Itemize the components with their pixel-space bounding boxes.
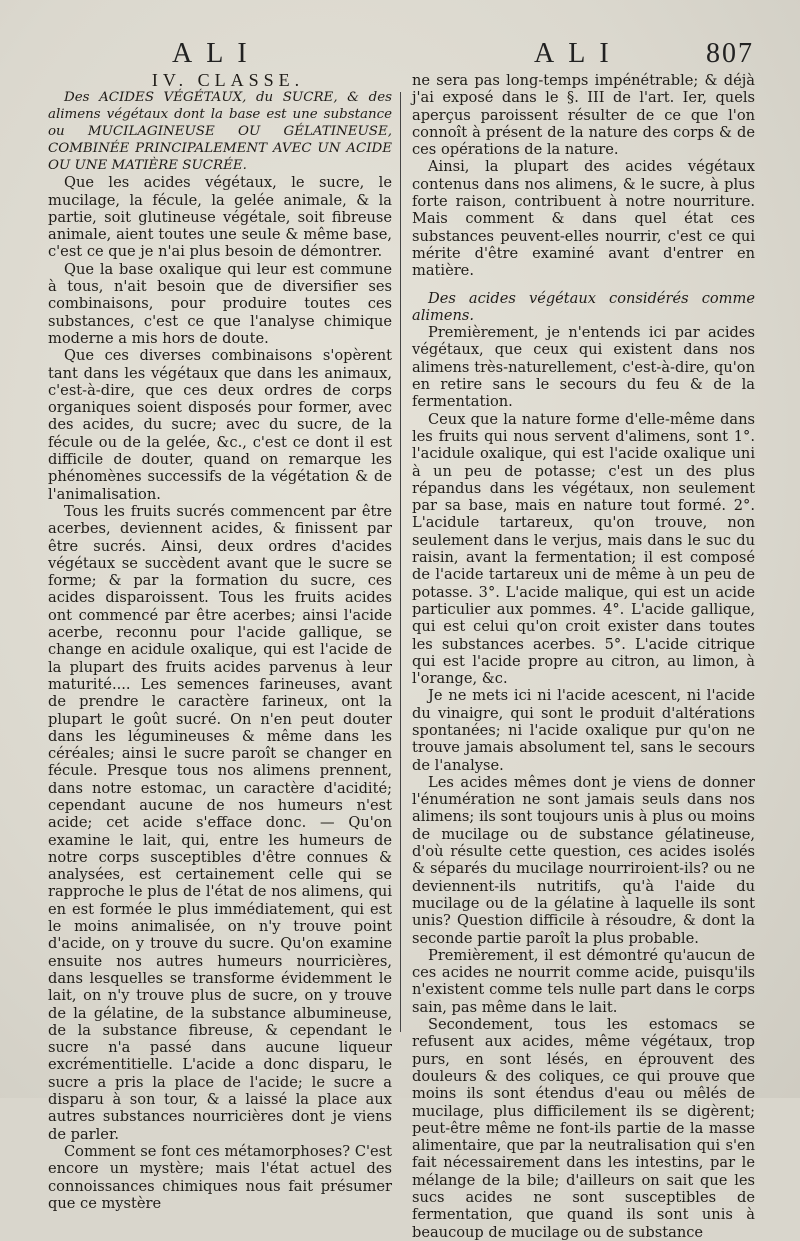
page-number: 807 <box>706 38 754 69</box>
subsection-heading: Des acides végétaux considérés comme alimens. <box>412 289 755 324</box>
paragraph: Comment se font ces métamorphoses? C'est encore un mystère; mais l'état actuel des connoissances chimiques nous fait présumer que ce mystère <box>48 1142 392 1212</box>
paragraph: Que les acides végétaux, le sucre, le mucilage, la fécule, la gelée animale, & la partie, soit glutineuse végétale, soit fibreuse animale, aient toutes une seule & même base, c'est ce que je n'ai plus besoin de démontrer. <box>48 174 392 261</box>
running-head-left: ALI <box>172 38 261 69</box>
spacer <box>412 280 755 290</box>
right-column <box>412 72 755 1241</box>
paragraph: Ceux que la nature forme d'elle-même dans les fruits qui nous servent d'alimens, sont 1°. l'acidule oxalique, qui est l'acide oxalique uni à un peu de potasse; c'est un des plus répandus dans les végétaux, non seulement par sa base, mais en nature tout formé. 2°. L'acidule tartareux, qu'on trouve, non seulement dans le verjus, mais dans le suc du raisin, avant la fermentation; il est composé de l'acide tartareux uni de même à un peu de potasse. 3°. L'acide malique, qui est un acide particulier aux pommes. 4°. L'acide gallique, qui est celui qu'on croit exister dans toutes les substances acerbes. 5°. L'acide citrique qui est l'acide propre au citron, au limon, à l'orange, &c. <box>412 410 755 688</box>
paragraph: Ainsi, la plupart des acides végétaux contenus dans nos alimens, & le sucre, à plus forte raison, contribuent à notre nourriture. Mais comment & dans quel état ces substances peuvent-elles nourrir, c'est ce qui mérite d'être examiné avant d'entrer en matière. <box>412 158 755 280</box>
paragraph: Tous les fruits sucrés commencent par être acerbes, deviennent acides, & finissent par être sucrés. Ainsi, deux ordres d'acides végétaux se succèdent avant que le sucre se forme; & par la formation du sucre, ces acides disparoissent. Tous les fruits acides ont commencé par être acerbes; ainsi l'acide acerbe, reconnu pour l'acide gallique, se change en acidule oxalique, qui est l'acide de la plupart des fruits acides parvenus à leur maturité.... Les semences farineuses, avant de prendre le caractère farineux, ont la plupart le goût sucré. On n'en peut douter dans les légumineuses & même dans les céréales; ainsi le sucre paroît se changer en fécule. Presque tous nos alimens prennent, dans notre estomac, un caractère d'acidité; cependant aucune de nos humeurs n'est acide; cet acide s'efface donc. — Qu'on examine le lait, qui, entre les humeurs de notre corps susceptibles d'être connues & analysées, est certainement celle qui se rapproche le plus de l'état de nos alimens, qui en est formée le plus immédiatement, qui est le moins animalisée, on n'y trouve point d'acide, on y trouve du sucre. Qu'on examine ensuite nos autres humeurs nourricières, dans lesquelles se transforme évidemment le lait, on n'y trouve plus de sucre, on y trouve de la gélatine, de la substance albumineuse, de la substance fibreuse, & cependant le sucre n'a passé dans aucune liqueur excrémentitielle. L'acide a donc disparu, le sucre a pris la place de l'acide; le sucre a disparu à son tour, & a laissé la place aux autres substances nourricières dont je viens de parler. <box>48 502 392 1143</box>
paragraph: ne sera pas long-temps impénétrable; & déjà j'ai exposé dans le §. III de l'art. Ier, quels aperçus paroissent résulter de ce que l'on connoît à présent de la nature des corps & de ces opérations de la nature. <box>412 72 755 159</box>
running-head-right: ALI <box>534 38 623 69</box>
paragraph: Je ne mets ici ni l'acide acescent, ni l'acide du vinaigre, qui sont le produit d'altérations spontanées; ni l'acide oxalique pur qu'on ne trouve jamais absolument tel, sans le secours de l'analyse. <box>412 687 755 774</box>
column-divider <box>400 92 401 1032</box>
section-title: Des ACIDES VÉGÉTAUX, du SUCRE, & des alimens végétaux dont la base est une substance ou MUCILAGINEUSE OU GÉLATINEUSE, COMBINÉE PRINCIPALEMENT AVEC UN ACIDE OU UNE MATIÈRE SUCRÉE. <box>48 90 392 174</box>
paragraph: Secondement, tous les estomacs se refusent aux acides, même végétaux, trop purs, en sont lésés, en éprouvent des douleurs & des coliques, ce qui prouve que moins ils sont étendus d'eau ou mêlés de mucilage, plus difficilement ils se digèrent; peut-être même ne font-ils partie de la masse alimentaire, que par la neutralisation qui s'en fait nécessairement dans les intestins, par le mélange de la bile; d'ailleurs on sait que les sucs acides ne sont susceptibles de fermentation, que quand ils sont unis à beaucoup de mucilage ou de substance <box>412 1016 755 1241</box>
left-column <box>48 72 392 1212</box>
paragraph: Les acides mêmes dont je viens de donner l'énumération ne sont jamais seuls dans nos alimens; ils sont toujours unis à plus ou moins de mucilage ou de substance gélatineuse, d'où résulte cette question, ces acides isolés & séparés du mucilage nourriroient-ils? ou ne deviennent-ils nutritifs, qu'à l'aide du mucilage ou de la gélatine à laquelle ils sont unis? Question difficile à résoudre, & dont la seconde partie paroît la plus probable. <box>412 773 755 947</box>
class-heading: IV. CLASSE. <box>151 70 305 90</box>
paragraph: Premièrement, il est démontré qu'aucun de ces acides ne nourrit comme acide, puisqu'ils n'existent comme tels nulle part dans le corps sain, pas même dans le lait. <box>412 946 755 1016</box>
paragraph: Que ces diverses combinaisons s'opèrent tant dans les végétaux que dans les animaux, c'est-à-dire, que ces deux ordres de corps organiques soient disposés pour former, avec des acides, du sucre; avec du sucre, de la fécule ou de la gelée, &c., c'est ce dont il est difficile de douter, quand on remarque les phénomènes successifs de la végétation & de l'animalisation. <box>48 347 392 503</box>
paragraph: Premièrement, je n'entends ici par acides végétaux, que ceux qui existent dans nos alimens très-naturellement, c'est-à-dire, qu'on en retire sans le secours du feu & de la fermentation. <box>412 324 755 411</box>
paragraph: Que la base oxalique qui leur est commune à tous, n'ait besoin que de diversifier ses combinaisons, pour produire toutes ces substances, c'est ce que l'analyse chimique moderne a mis hors de doute. <box>48 260 392 347</box>
